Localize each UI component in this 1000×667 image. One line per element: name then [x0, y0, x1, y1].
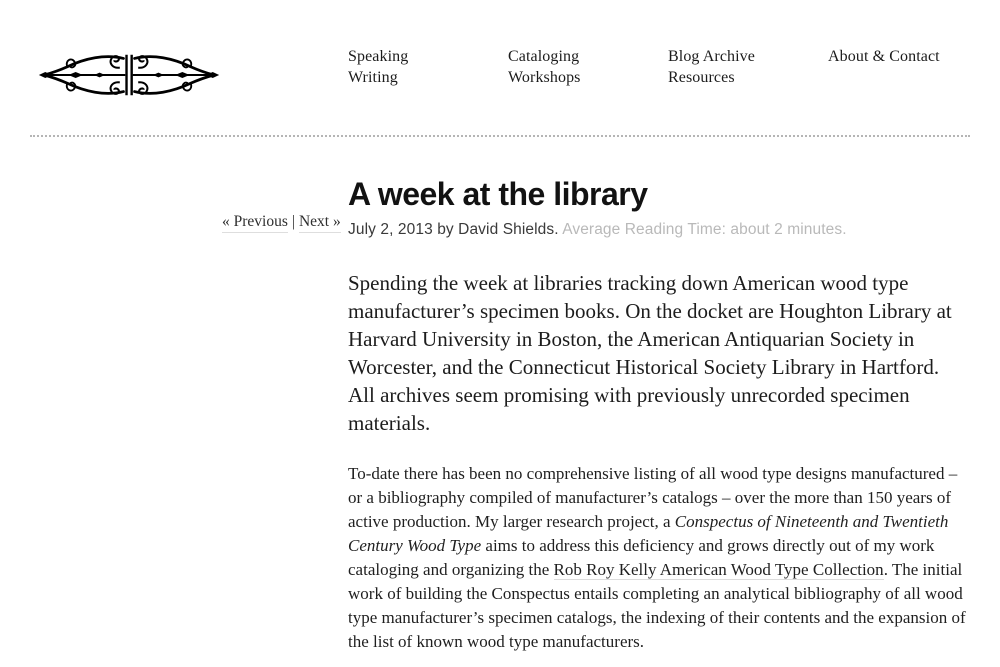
conspectus-title: Conspectus of Nineteenth and Twentieth Century Wood Type — [348, 512, 949, 555]
site-header — [0, 0, 1000, 98]
nav-link-blog-archive[interactable]: Blog Archive — [668, 48, 755, 65]
article-area — [0, 178, 1000, 654]
nav-link-workshops[interactable]: Workshops — [508, 69, 581, 86]
previous-post-link[interactable]: « Previous — [222, 213, 288, 233]
nav-link-speaking[interactable]: Speaking — [348, 48, 409, 65]
reading-time: Average Reading Time: about 2 minutes. — [558, 221, 847, 238]
printer-ornament-icon — [30, 52, 228, 98]
nav-column-1 — [348, 46, 508, 88]
nav-column-4 — [828, 46, 988, 88]
body-text-1: To-date there has been no comprehensive listing of all wood type designs manufactured – or a bibliography compiled of manufacturer’s catalogs – over the more than 150 years of active production. My larger research project, a — [348, 464, 958, 531]
post-meta — [348, 221, 970, 239]
blog-post — [348, 178, 970, 654]
body-text-3: . The initial work of building the Conspectus entails completing an analytical bibliography of all wood type manufacturer’s specimen catalogs, the indexing of their contents and the expansion of the list of known wood type manufacturers. — [348, 560, 966, 651]
nav-link-cataloging[interactable]: Cataloging — [508, 48, 580, 65]
main-nav — [348, 46, 988, 88]
next-post-link[interactable]: Next » — [299, 213, 341, 233]
lead-paragraph: Spending the week at libraries tracking down American wood type manufacturer’s specimen books. On the docket are Houghton Library at Harvard University in Boston, the American Antiquarian Society in Worcester, and the Connecticut Historical Society Library in Hartford. All archives seem promising with previously unrecorded specimen materials. — [348, 271, 952, 435]
body-paragraph — [348, 462, 970, 654]
nav-column-3 — [668, 46, 828, 88]
nav-column-2 — [508, 46, 668, 88]
site-logo[interactable] — [30, 52, 228, 98]
pagination-separator: | — [291, 213, 295, 230]
post-title: A week at the library — [348, 176, 648, 212]
nav-link-resources[interactable]: Resources — [668, 69, 735, 86]
body-text-2: aims to address this deficiency and grows directly out of my work cataloging and organizing the — [348, 536, 935, 579]
nav-link-writing[interactable]: Writing — [348, 69, 398, 86]
rrk-collection-link[interactable]: Rob Roy Kelly American Wood Type Collection — [553, 560, 884, 579]
dotted-divider — [30, 135, 970, 137]
post-date-author: July 2, 2013 by David Shields. — [348, 221, 559, 238]
nav-link-about-contact[interactable]: About & Contact — [828, 48, 940, 65]
